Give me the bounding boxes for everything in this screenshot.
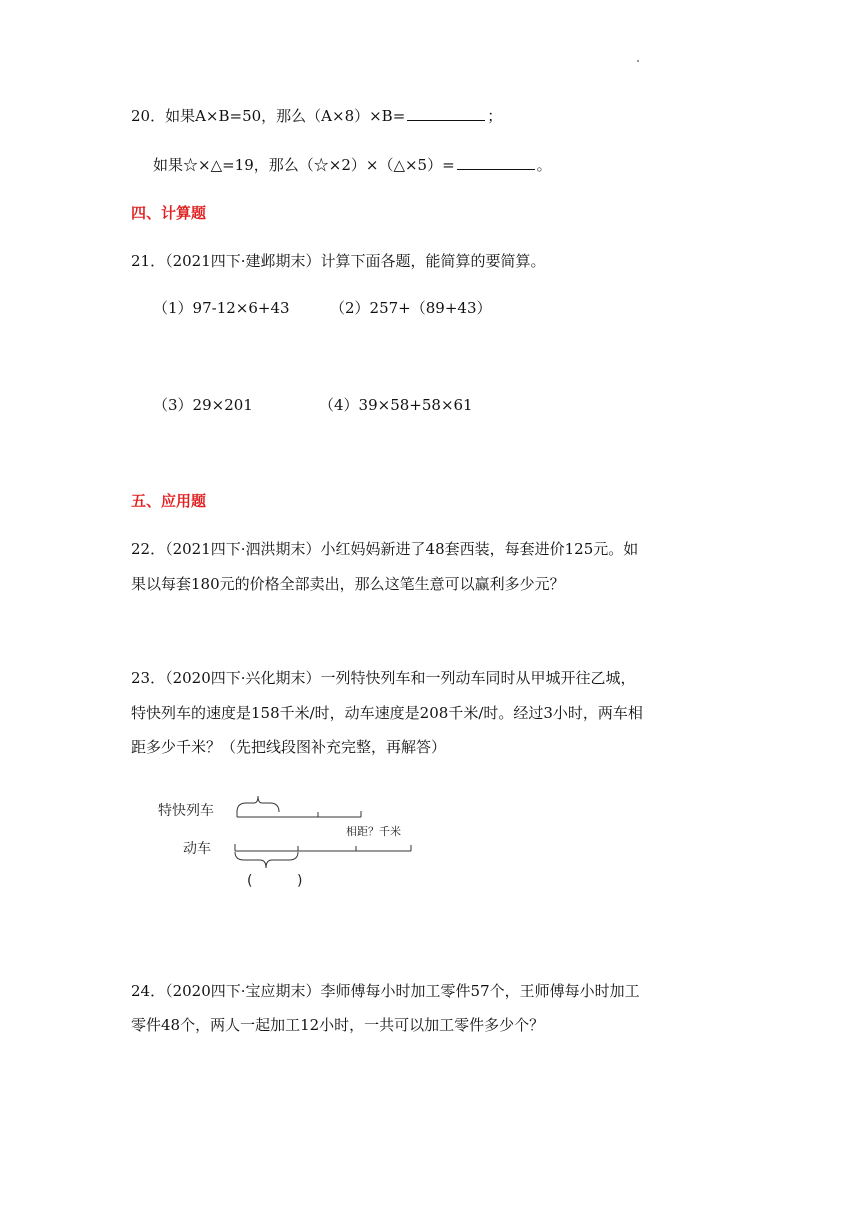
q23-line1: 23．（2020四下·兴化期末）一列特快列车和一列动车同时从甲城开往乙城，	[131, 669, 636, 687]
q20-line2-text: 如果☆×△=19，那么（☆×2）×（△×5）=	[153, 156, 455, 174]
q23-line3: 距多少千米？（先把线段图补充完整，再解答）	[131, 738, 447, 756]
q21-item-3: （3）29×201	[153, 396, 253, 414]
q22-line1: 22．（2021四下·泗洪期末）小红妈妈新进了48套西装，每套进价125元。如	[131, 540, 639, 558]
q21-item-4: （4）39×58+58×61	[319, 396, 473, 414]
q21-question: 21．（2021四下·建邺期末）计算下面各题，能简算的要简算。	[131, 252, 546, 270]
section-title-calculation: 四、计算题	[131, 204, 207, 222]
express-train-brace	[237, 796, 279, 812]
q24-line1: 24．（2020四下·宝应期末）李师傅每小时加工零件57个，王师傅每小时加工	[131, 982, 640, 1000]
diagram-answer-paren[interactable]: ( )	[247, 873, 303, 889]
q20-line1-text: 20．如果A×B=50，那么（A×8）×B=	[131, 107, 406, 125]
bullet-train-label: 动车	[183, 841, 211, 857]
q24-line2: 零件48个，两人一起加工12小时，一共可以加工零件多少个？	[131, 1016, 545, 1034]
section-title-application: 五、应用题	[131, 492, 207, 510]
q22-line2: 果以每套180元的价格全部卖出，那么这笔生意可以赢利多少元？	[131, 575, 565, 593]
q21-item-2: （2）257+（89+43）	[330, 299, 492, 317]
q20-line2-end: 。	[536, 156, 552, 174]
bullet-train-brace	[235, 852, 298, 868]
express-train-label: 特快列车	[158, 803, 214, 819]
q20-line1-end: ；	[487, 107, 503, 125]
q23-line2: 特快列车的速度是158千米/时，动车速度是208千米/时。经过3小时，两车相	[131, 704, 643, 722]
distance-label: 相距？千米	[346, 825, 401, 838]
q21-item-1: （1）97-12×6+43	[153, 299, 290, 317]
